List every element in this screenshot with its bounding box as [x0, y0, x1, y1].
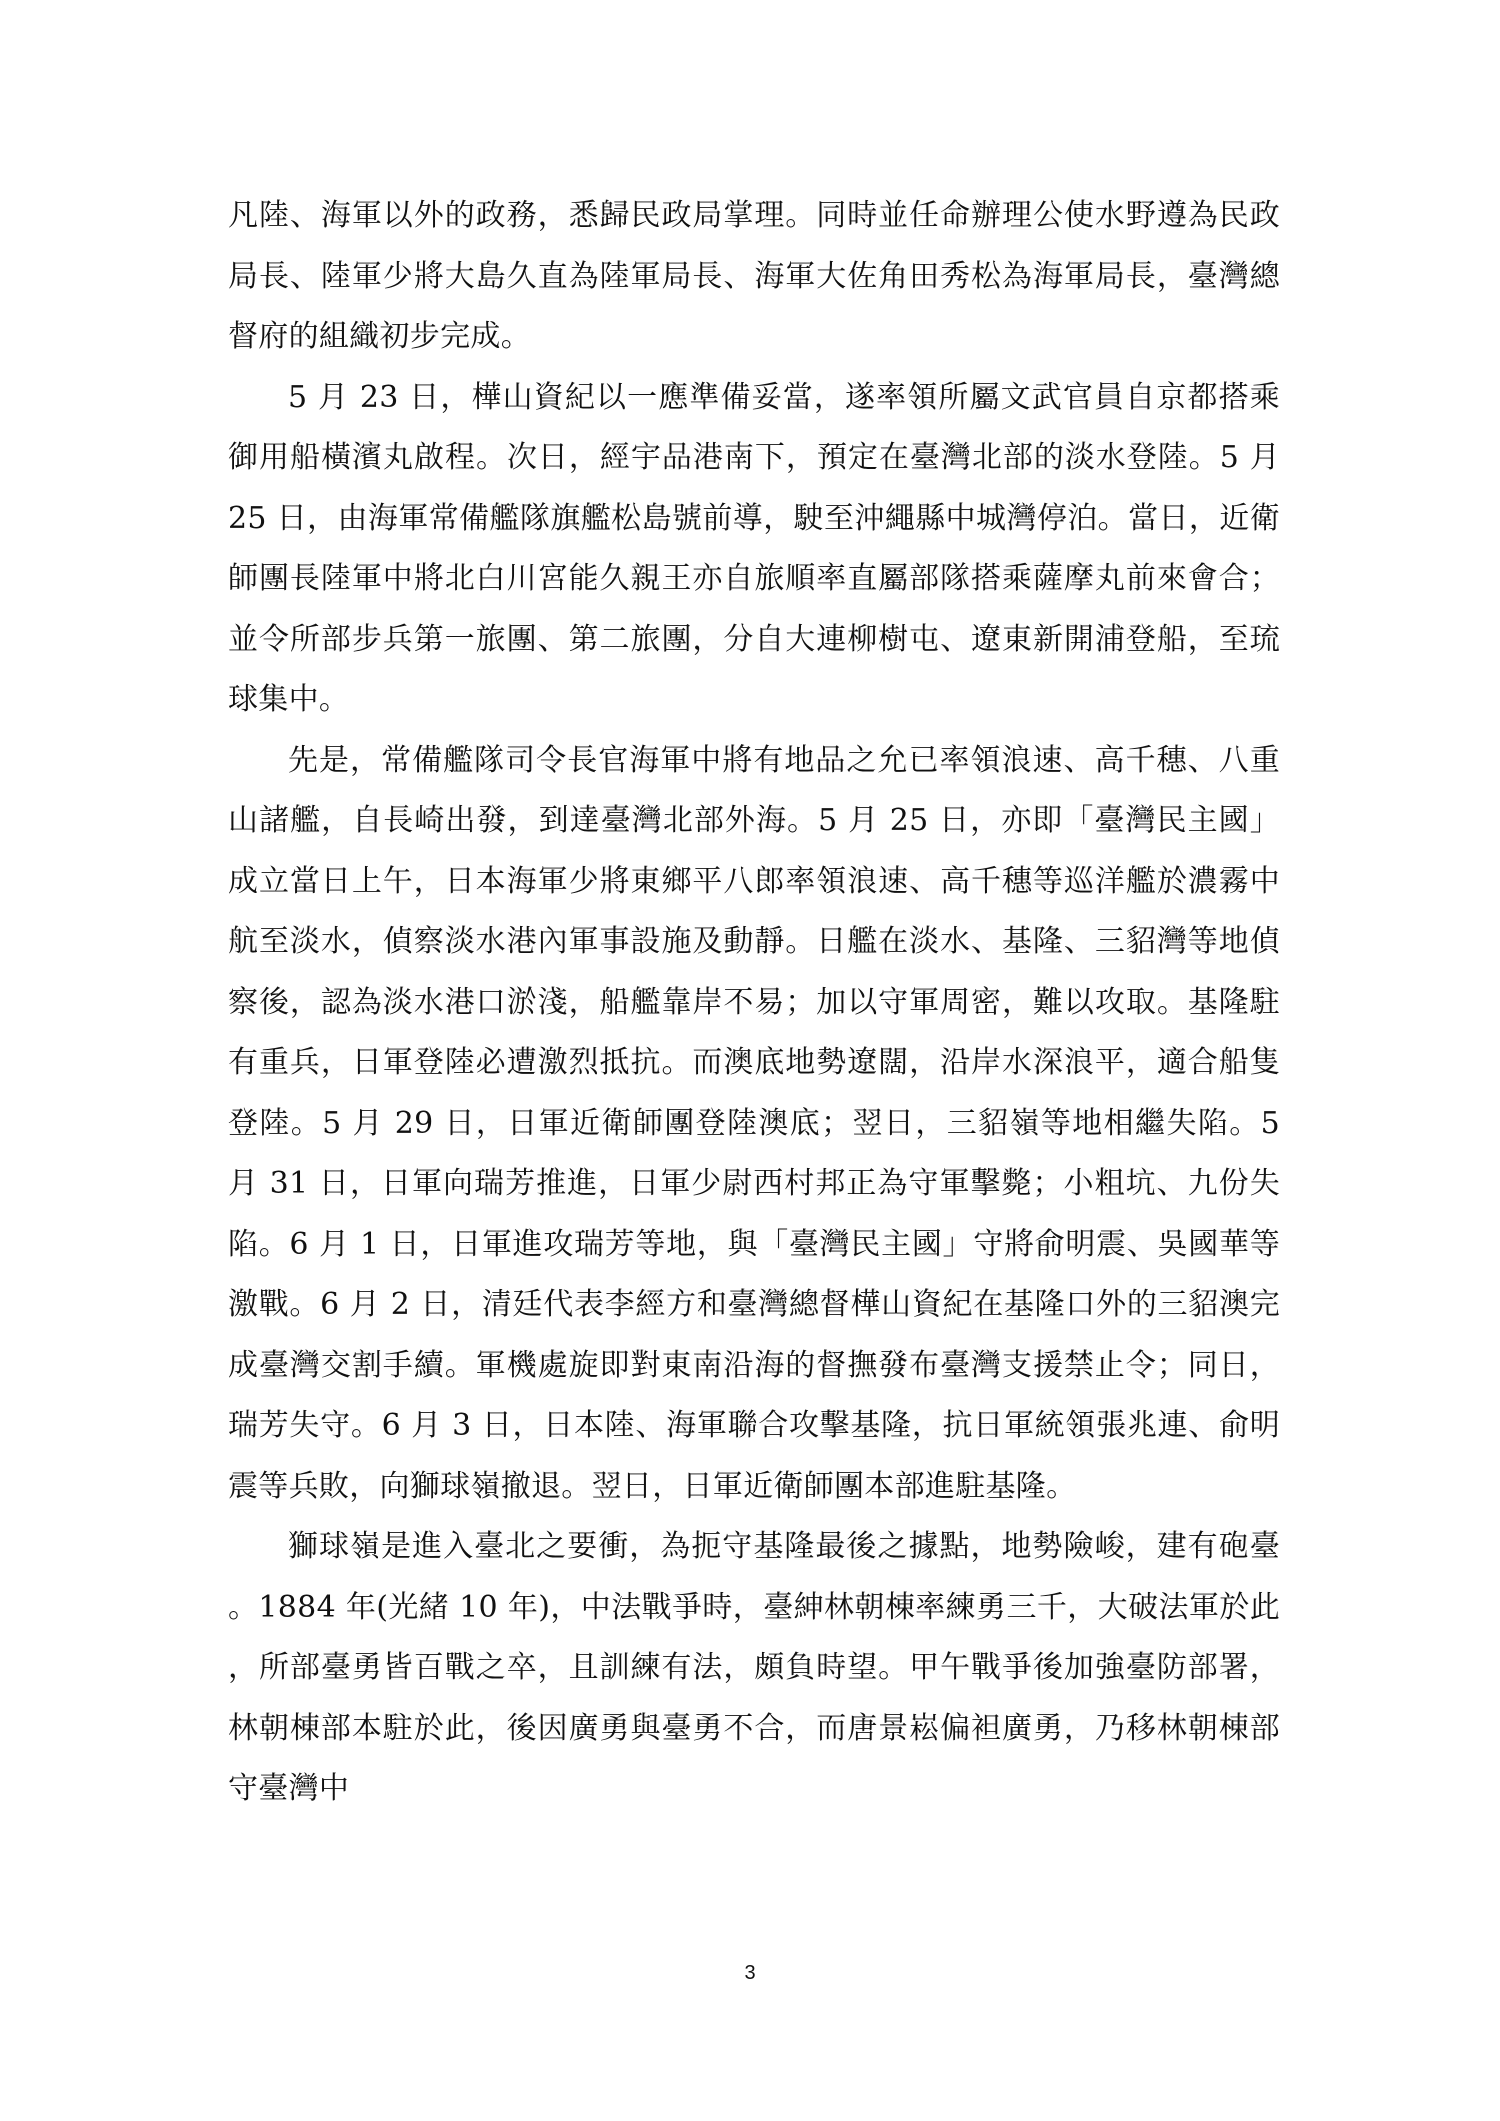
paragraph: 5 月 23 日，樺山資紀以一應準備妥當，遂率領所屬文武官員自京都搭乘御用船橫濱丸啟程。次日，經宇品港南下，預定在臺灣北部的淡水登陸。5 月 25 日，由海軍常備艦隊旗艦松島號前導，駛至沖繩縣中城灣停泊。當日，近衛師團長陸軍中將北白川宮能久親王亦自旅順率直屬部隊搭乘薩摩丸前來會合；並令所部步兵第一旅團、第二旅團，分自大連柳樹屯、遼東新開浦登船，至琉球集中。	[228, 379, 1280, 717]
paragraph: 凡陸、海軍以外的政務，悉歸民政局掌理。同時並任命辦理公使水野遵為民政局長、陸軍少將大島久直為陸軍局長、海軍大佐角田秀松為海軍局長，臺灣總督府的組織初步完成。	[228, 198, 1280, 354]
body-text	[228, 186, 1280, 1820]
paragraph: 獅球嶺是進入臺北之要衝，為扼守基隆最後之據點，地勢險峻，建有砲臺。1884 年(光緒 10 年)，中法戰爭時，臺紳林朝棟率練勇三千，大破法軍於此，所部臺勇皆百戰之卒，且訓練有法，頗負時望。甲午戰爭後加強臺防部署，林朝棟部本駐於此，後因廣勇與臺勇不合，而唐景崧偏袒廣勇，乃移林朝棟部守臺灣中	[228, 1529, 1280, 1806]
paragraph: 先是，常備艦隊司令長官海軍中將有地品之允已率領浪速、高千穗、八重山諸艦，自長崎出發，到達臺灣北部外海。5 月 25 日，亦即「臺灣民主國」成立當日上午，日本海軍少將東鄉平八郎率領浪速、高千穗等巡洋艦於濃霧中航至淡水，偵察淡水港內軍事設施及動靜。日艦在淡水、基隆、三貂灣等地偵察後，認為淡水港口淤淺，船艦靠岸不易；加以守軍周密，難以攻取。基隆駐有重兵，日軍登陸必遭激烈抵抗。而澳底地勢遼闊，沿岸水深浪平，適合船隻登陸。5 月 29 日，日軍近衛師團登陸澳底；翌日，三貂嶺等地相繼失陷。5 月 31 日，日軍向瑞芳推進，日軍少尉西村邦正為守軍擊斃；小粗坑、九份失陷。6 月 1 日，日軍進攻瑞芳等地，與「臺灣民主國」守將俞明震、吳國華等激戰。6 月 2 日，清廷代表李經方和臺灣總督樺山資紀在基隆口外的三貂澳完成臺灣交割手續。軍機處旋即對東南沿海的督撫發布臺灣支援禁止令；同日，瑞芳失守。6 月 3 日，日本陸、海軍聯合攻擊基隆，抗日軍統領張兆連、俞明震等兵敗，向獅球嶺撤退。翌日，日軍近衛師團本部進駐基隆。	[228, 742, 1280, 1504]
page-number: 3	[744, 1962, 756, 1984]
